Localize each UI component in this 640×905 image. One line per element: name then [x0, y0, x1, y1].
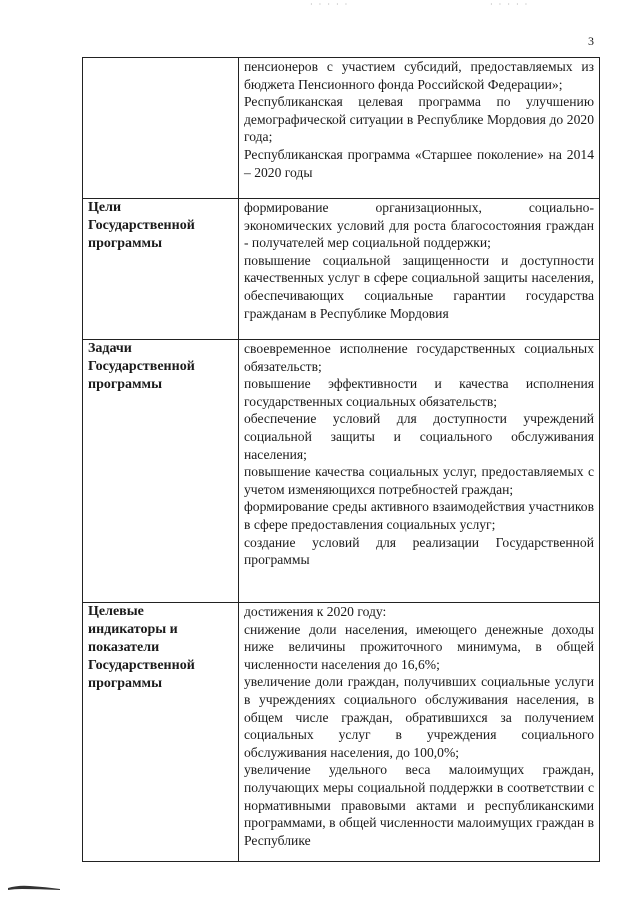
scan-artifact: · · · · · [490, 0, 530, 9]
content-paragraph: создание условий для реализации Государственной программы [244, 534, 594, 568]
content-paragraph: увеличение доли граждан, получивших социальные услуги в учреждениях социального обслуживания населения, в общем числе граждан, обратившихся за получением социальных услуг в учреждения социального обслуживания населения, до 100,0%; [244, 674, 594, 760]
content-paragraph: формирование организационных, социально-экономических условий для роста благосостояния граждан - получателей мер социальной поддержки; [244, 200, 594, 251]
program-passport-table [82, 57, 600, 862]
row-content [239, 199, 600, 340]
row-content [239, 58, 600, 199]
scan-smudge-mark [8, 884, 60, 890]
page-number: 3 [588, 34, 594, 48]
row-label: Цели Государственной программы [83, 199, 239, 340]
table-row [83, 199, 600, 340]
row-content [239, 603, 600, 862]
table-row [83, 340, 600, 603]
row-label: Целевые индикаторы и показатели Государственной программы [83, 603, 239, 862]
table-row [83, 603, 600, 862]
scan-artifact: · · · · · [310, 0, 350, 9]
content-paragraph: Республиканская целевая программа по улучшению демографической ситуации в Республике Мордовия до 2020 года; [244, 94, 594, 145]
row-label [83, 58, 239, 199]
content-paragraph: достижения к 2020 году: [244, 604, 387, 619]
content-paragraph: своевременное исполнение государственных социальных обязательств; [244, 341, 594, 374]
row-label: Задачи Государственной программы [83, 340, 239, 603]
content-paragraph: снижение доли населения, имеющего денежные доходы ниже величины прожиточного минимума, в общей численности населения до 16,6%; [244, 621, 594, 672]
row-content [239, 340, 600, 603]
content-paragraph: повышение эффективности и качества исполнения государственных социальных обязательств; [244, 376, 594, 409]
content-paragraph: Республиканская программа «Старшее поколение» на 2014 – 2020 годы [244, 146, 594, 180]
content-paragraph: повышение социальной защищенности и доступности качественных услуг в сфере социальной защиты населения, обеспечивающих социальные гарантии государства гражданам в Республике Мордовия [244, 252, 594, 321]
content-paragraph: пенсионеров с участием субсидий, предоставляемых из бюджета Пенсионного фонда Российской Федерации»; [244, 59, 594, 92]
content-paragraph: увеличение удельного веса малоимущих граждан, получающих меры социальной поддержки в соответствии с нормативными правовыми актами и республиканскими программами, в общей численности малоимущих граждан в Республике [244, 762, 594, 848]
content-paragraph: повышение качества социальных услуг, предоставляемых с учетом изменяющихся потребностей граждан; [244, 464, 594, 497]
content-paragraph: обеспечение условий для доступности учреждений социальной защиты и социального обслуживания населения; [244, 411, 594, 462]
content-paragraph: формирование среды активного взаимодействия участников в сфере предоставления социальных услуг; [244, 499, 594, 532]
table-row [83, 58, 600, 199]
